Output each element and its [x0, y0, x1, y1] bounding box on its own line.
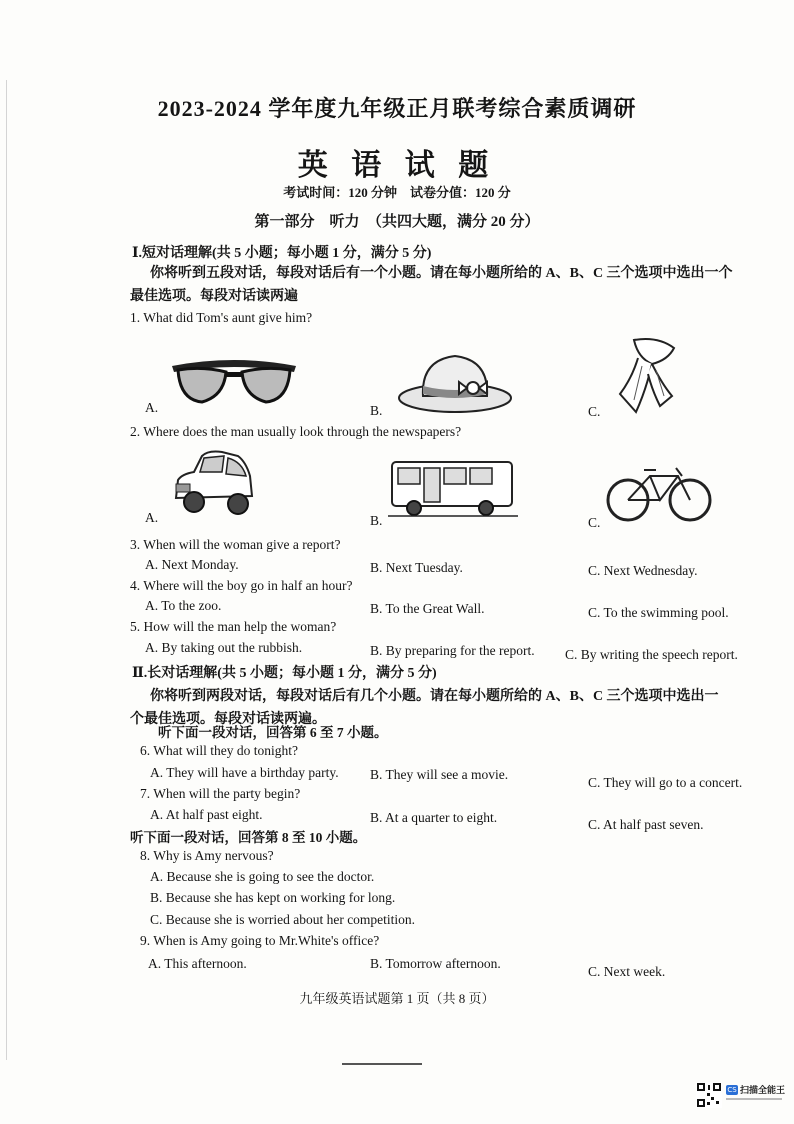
q1-option-a[interactable]: A.	[145, 400, 159, 415]
q9-option-c[interactable]: C. Next week.	[588, 964, 666, 979]
q3-option-b[interactable]: B. Next Tuesday.	[370, 560, 463, 575]
listen-instruction-1: 听下面一段对话，回答第 6 至 7 小题。	[158, 725, 388, 740]
q3-option-c[interactable]: C. Next Wednesday.	[588, 563, 698, 578]
question-5: 5. How will the man help the woman?	[130, 619, 337, 634]
question-1: 1. What did Tom's aunt give him?	[130, 310, 313, 325]
listen-instruction-2: 听下面一段对话，回答第 8 至 10 小题。	[130, 830, 367, 845]
q1-option-b[interactable]: B.	[370, 403, 383, 418]
scarf-icon	[612, 334, 684, 418]
question-6: 6. What will they do tonight?	[140, 743, 298, 758]
page-footer: 九年级英语试题第 1 页（共 8 页）	[299, 991, 495, 1006]
question-8: 8. Why is Amy nervous?	[140, 848, 274, 863]
q7-option-a[interactable]: A. At half past eight.	[150, 807, 263, 822]
q6-option-c[interactable]: C. They will go to a concert.	[588, 775, 743, 790]
q6-option-a[interactable]: A. They will have a birthday party.	[150, 765, 339, 780]
badge-subline	[726, 1098, 782, 1100]
q3-option-a[interactable]: A. Next Monday.	[145, 557, 239, 572]
subject-title: 英 语 试 题	[297, 149, 497, 182]
question-3: 3. When will the woman give a report?	[130, 537, 341, 552]
section1-instruction-line1: 你将听到五段对话，每段对话后有一个小题。请在每小题所给的 A、B、C 三个选项中选出一个	[150, 266, 733, 281]
q2-option-b[interactable]: B.	[370, 513, 383, 528]
question-9: 9. When is Amy going to Mr.White's office?	[140, 933, 380, 948]
q8-option-a[interactable]: A. Because she is going to see the doctor.	[150, 869, 375, 884]
section2-instruction-line2: 个最佳选项。每段对话读两遍。	[130, 712, 326, 727]
q4-option-a[interactable]: A. To the zoo.	[145, 598, 222, 613]
camscanner-logo: CS	[727, 1086, 737, 1094]
q5-option-b[interactable]: B. By preparing for the report.	[370, 643, 535, 658]
q9-option-a[interactable]: A. This afternoon.	[148, 956, 247, 971]
q8-option-c[interactable]: C. Because she is worried about her competition.	[150, 912, 416, 927]
section1-instruction-line2: 最佳选项。每段对话读两遍	[130, 289, 298, 304]
q4-option-b[interactable]: B. To the Great Wall.	[370, 601, 485, 616]
q1-option-c[interactable]: C.	[588, 404, 601, 419]
q2-option-a[interactable]: A.	[145, 510, 159, 525]
section2-instruction-line1: 你将听到两段对话，每段对话后有几个小题。请在每小题所给的 A、B、C 三个选项中选出一	[150, 689, 719, 704]
q6-option-b[interactable]: B. They will see a movie.	[370, 767, 509, 782]
q4-option-c[interactable]: C. To the swimming pool.	[588, 605, 729, 620]
bottom-divider	[342, 1063, 422, 1065]
hat-icon	[395, 348, 515, 416]
q8-option-b[interactable]: B. Because she has kept on working for long.	[150, 890, 396, 905]
exam-title: 2023-2024 学年度九年级正月联考综合素质调研	[157, 96, 637, 121]
car-icon	[172, 446, 254, 520]
question-7: 7. When will the party begin?	[140, 786, 301, 801]
section2-title: Ⅱ.长对话理解(共 5 小题；每小题 1 分，满分 5 分)	[132, 666, 437, 681]
q5-option-a[interactable]: A. By taking out the rubbish.	[145, 640, 303, 655]
sunglasses-icon	[168, 352, 300, 412]
part-title: 第一部分 听力 （共四大题，满分 20 分）	[254, 214, 540, 230]
q7-option-c[interactable]: C. At half past seven.	[588, 817, 704, 832]
q7-option-b[interactable]: B. At a quarter to eight.	[370, 810, 498, 825]
bus-icon	[388, 456, 518, 518]
qr-code-icon	[696, 1082, 722, 1108]
exam-meta: 考试时间：120 分钟 试卷分值：120 分	[283, 185, 511, 200]
q5-option-c[interactable]: C. By writing the speech report.	[565, 647, 738, 662]
bicycle-icon	[606, 462, 712, 524]
q2-option-c[interactable]: C.	[588, 515, 601, 530]
section1-title: Ⅰ.短对话理解(共 5 小题；每小题 1 分，满分 5 分)	[132, 246, 432, 261]
question-2: 2. Where does the man usually look through the newspapers?	[130, 424, 462, 439]
scanner-badge	[696, 1082, 786, 1108]
q9-option-b[interactable]: B. Tomorrow afternoon.	[370, 956, 501, 971]
camscanner-label: 扫描全能王	[740, 1086, 786, 1096]
question-4: 4. Where will the boy go in half an hour?	[130, 578, 353, 593]
